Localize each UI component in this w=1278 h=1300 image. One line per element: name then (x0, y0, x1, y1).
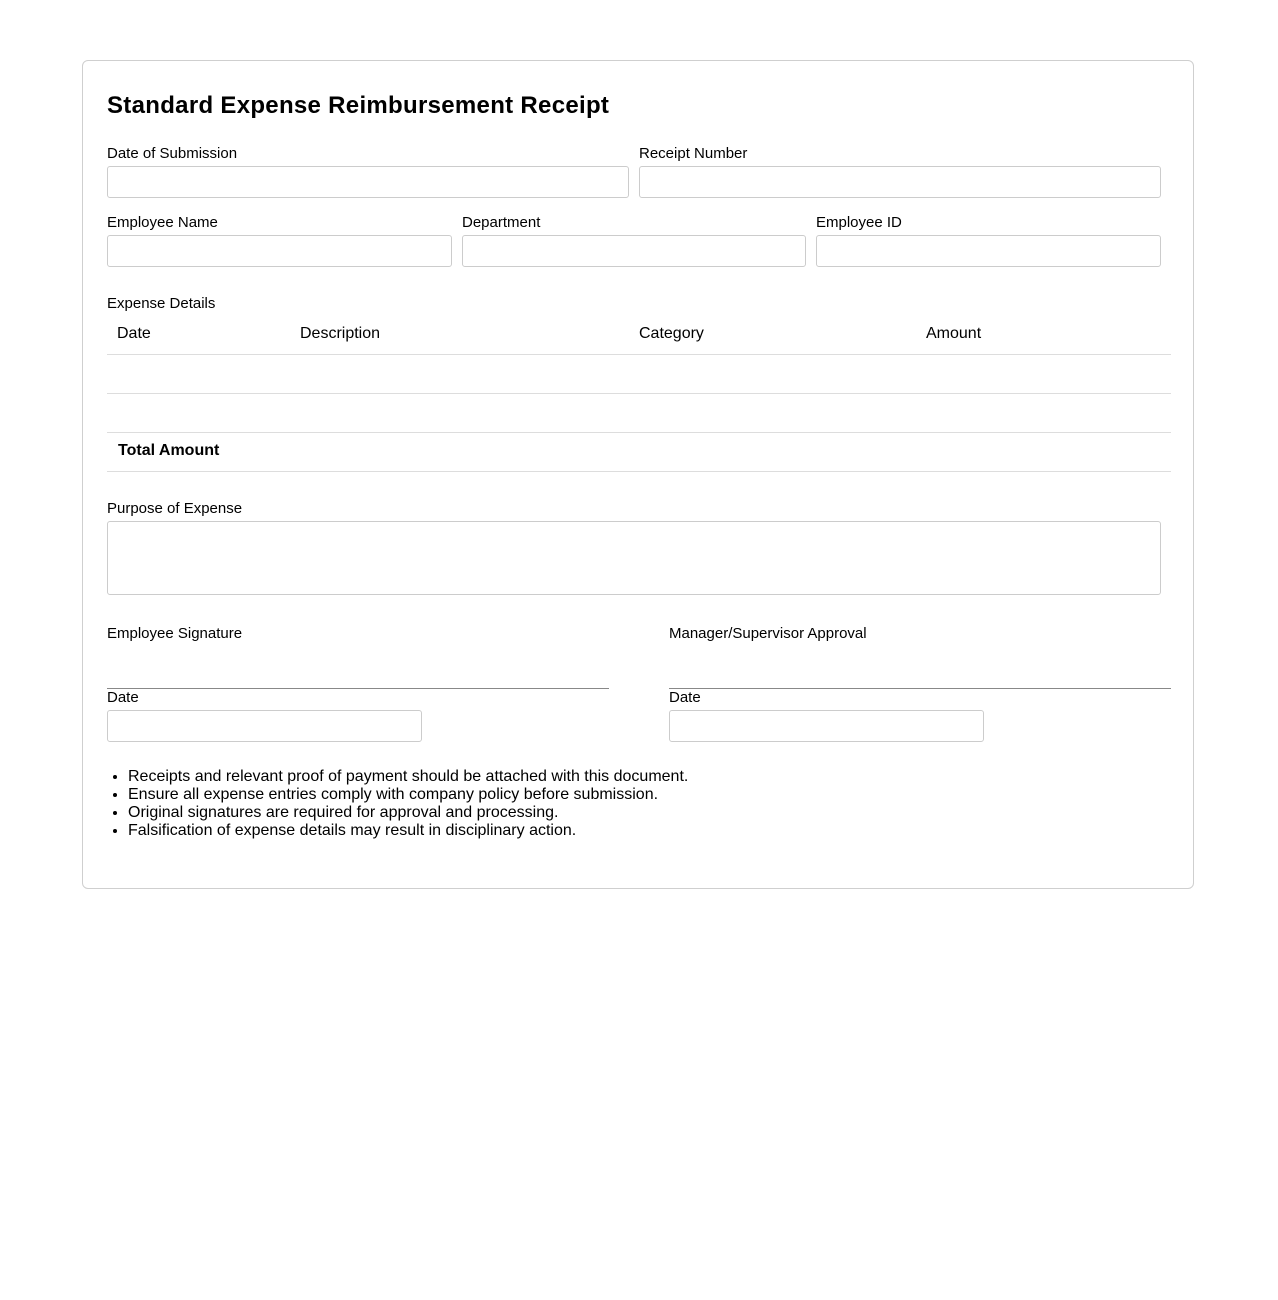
purpose-label: Purpose of Expense (107, 500, 243, 517)
table-row[interactable] (107, 355, 1171, 393)
column-header-description: Description (300, 325, 381, 342)
form-title: Standard Expense Reimbursement Receipt (107, 92, 610, 119)
column-header-amount: Amount (926, 325, 982, 342)
manager-date-field[interactable] (669, 710, 984, 742)
receipt-number-field[interactable] (639, 166, 1161, 198)
column-header-category: Category (639, 325, 704, 342)
receipt-number-label: Receipt Number (639, 145, 748, 162)
employee-name-label: Employee Name (107, 214, 218, 231)
employee-id-label: Employee ID (816, 214, 902, 231)
manager-approval-label: Manager/Supervisor Approval (669, 625, 867, 642)
employee-signature-label: Employee Signature (107, 625, 243, 642)
table-row-divider (107, 432, 1171, 433)
date-of-submission-field[interactable] (107, 166, 629, 198)
total-amount-label: Total Amount (118, 442, 220, 459)
employee-id-field[interactable] (816, 235, 1161, 267)
date-of-submission-label: Date of Submission (107, 145, 238, 162)
table-row[interactable] (107, 394, 1171, 432)
policy-note: • Receipts and relevant proof of payment should be attached with this document. (128, 768, 688, 786)
manager-signature-line[interactable] (669, 688, 1171, 689)
column-header-date: Date (117, 325, 151, 342)
expense-details-label: Expense Details (107, 295, 216, 312)
policy-notes-list (107, 768, 688, 840)
department-label: Department (462, 214, 541, 231)
department-field[interactable] (462, 235, 806, 267)
policy-note: • Ensure all expense entries comply with company policy before submission. (128, 786, 688, 804)
purpose-field[interactable] (107, 521, 1161, 595)
manager-date-label: Date (669, 689, 701, 706)
expense-receipt-form (82, 60, 1194, 889)
table-footer-divider (107, 471, 1171, 472)
employee-signature-line[interactable] (107, 688, 609, 689)
employee-date-field[interactable] (107, 710, 422, 742)
policy-note: • Original signatures are required for approval and processing. (128, 804, 688, 822)
employee-date-label: Date (107, 689, 139, 706)
employee-name-field[interactable] (107, 235, 452, 267)
policy-note: • Falsification of expense details may result in disciplinary action. (128, 822, 688, 840)
